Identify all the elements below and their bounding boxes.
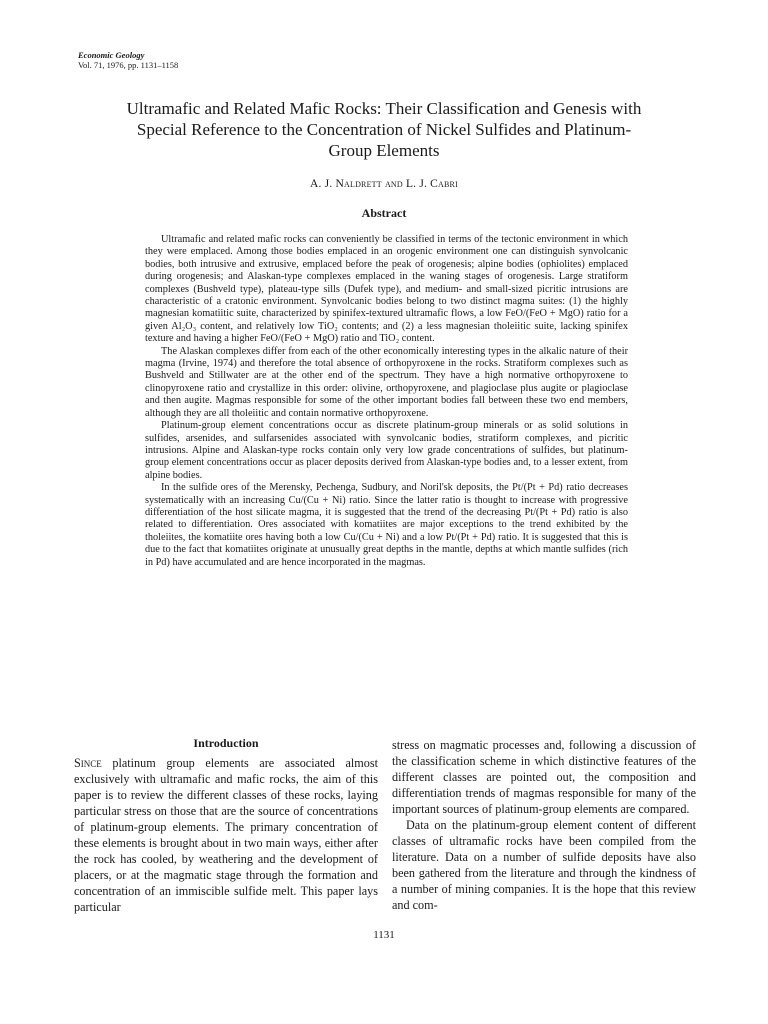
volume-pages: Vol. 71, 1976, pp. 1131–1158 [78,60,179,70]
abstract-body [145,234,628,569]
introduction-heading: Introduction [193,736,259,750]
author1-surname: Naldrett [335,178,382,190]
intro-paragraph-text: platinum group elements are associated almost exclusively with ultramafic and mafic rocks, the aim of this paper is to review the different classes of these rocks, laying particular stress on those that are the source of concentrations of platinum-group elements. The primary concentration of these elements is brought about in two main ways, either after the rock has cooled, by weathering and the development of placers, or at the magmatic stage through the formation and concentration of an immiscible sulfide melt. This paper lays particular [74,756,378,914]
abstract-paragraph: Ultramafic and related mafic rocks can conveniently be classified in terms of the tectonic environment in which they were emplaced. Among those bodies emplaced in an orogenic environment one can distinguish synvolcanic bodies, both intrusive and extrusive, emplaced before the peak of orogenesis; alpine bodies (ophiolites) emplaced during orogenesis; and Alaskan-type complexes emplaced in the waning stages of orogenesis. Large stratiform complexes (Bushveld type), plateau-type sills (Dufek type), and medium- and small-sized picritic intrusions are characteristic of a cratonic environment. Synvolcanic bodies belong to two distinct magma suites: (1) the highly magnesian komatiitic suite, characterized by spinifex-textured ultramafic flows, a low FeO/(FeO + MgO) ratio for a given Al₂O₃ content, and relatively low TiO₂ contents; and (2) a less magnesian tholeiitic suite, lacking spinifex texture and having a higher FeO/(FeO + MgO) ratio and TiO₂ content. [145,234,628,345]
intro-right-column [392,737,696,913]
journal-name: Economic Geology [78,50,145,60]
intro-paragraph [74,755,378,915]
abstract-heading: Abstract [361,206,407,220]
author-conjunction: and [384,178,403,190]
abstract-paragraph: Platinum-group element concentrations occur as discrete platinum-group minerals or as solid solutions in sulfides, arsenides, and sulfarsenides associated with synvolcanic bodies, stratiform complexes, and picritic intrusions. Alpine and Alaskan-type rocks contain only very low grade concentrations of sulfides, but platinum-group element concentrations occur as placer deposits derived from Alaskan-type bodies and, to a lesser extent, from alpine bodies. [145,420,628,481]
paper-title: Ultramafic and Related Mafic Rocks: Their Classification and Genesis with Special Reference to the Concentration of Nickel Sulfides and Platinum-Group Elements [126,99,642,160]
page-number: 1131 [373,929,395,941]
abstract-paragraph: In the sulfide ores of the Merensky, Pechenga, Sudbury, and Noril'sk deposits, the Pt/(Pt + Pd) ratio decreases systematically with an increasing Cu/(Cu + Ni) ratio. Since the latter ratio is thought to increase with progressive differentiation of the host silicate magma, it is suggested that the trend of the decreasing Pt/(Pt + Pd) ratio is also related to differentiation. Ores associated with komatiites are major exceptions to the trend exhibited by the tholeiites, the komatiite ores having both a low Cu/(Cu + Ni) and a low Pt/(Pt + Pd) ratio. It is suggested that this is due to the fact that komatiites originate at unusually great depths in the mantle, depths at which mantle sulfides (rich in Pd) have accumulated and are hence incorporated in the magmas. [145,482,628,568]
abstract-paragraph: The Alaskan complexes differ from each of the other economically interesting types in the alkalic nature of their magma (Irvine, 1974) and therefore the total absence of orthopyroxene in the rocks. Stratiform complexes such as Bushveld and Stillwater are at the other end of the spectrum. They have a high normative orthopyroxene to clinopyroxene ratio and crystallize in this order: olivine, orthopyroxene, and plagioclase plus augite or plagioclase and then augite. Magmas responsible for some of the other important bodies fall between these two end members, although they are all tholeiitic and contain normative orthopyroxene. [145,345,628,419]
intro-paragraph: Data on the platinum-group element content of different classes of ultramafic rocks have been compiled from the literature. Data on a number of sulfide deposits have also been gathered from the literature and through the kindness of a number of mining companies. It is the hope that this review and com- [392,818,696,912]
intro-first-word: Since [74,756,102,770]
intro-paragraph: stress on magmatic processes and, following a discussion of the classification scheme in which distinctive features of the different classes are pointed out, the composition and differentiation trends of magmas responsible for many of the important sources of platinum-group elements are compared. [392,738,696,816]
author1-initials: A. J. [310,178,333,190]
author2-initials: L. J. [405,178,428,190]
intro-left-column [74,735,378,915]
author2-surname: Cabri [430,178,458,190]
author-line [0,178,768,190]
journal-citation [78,50,178,70]
